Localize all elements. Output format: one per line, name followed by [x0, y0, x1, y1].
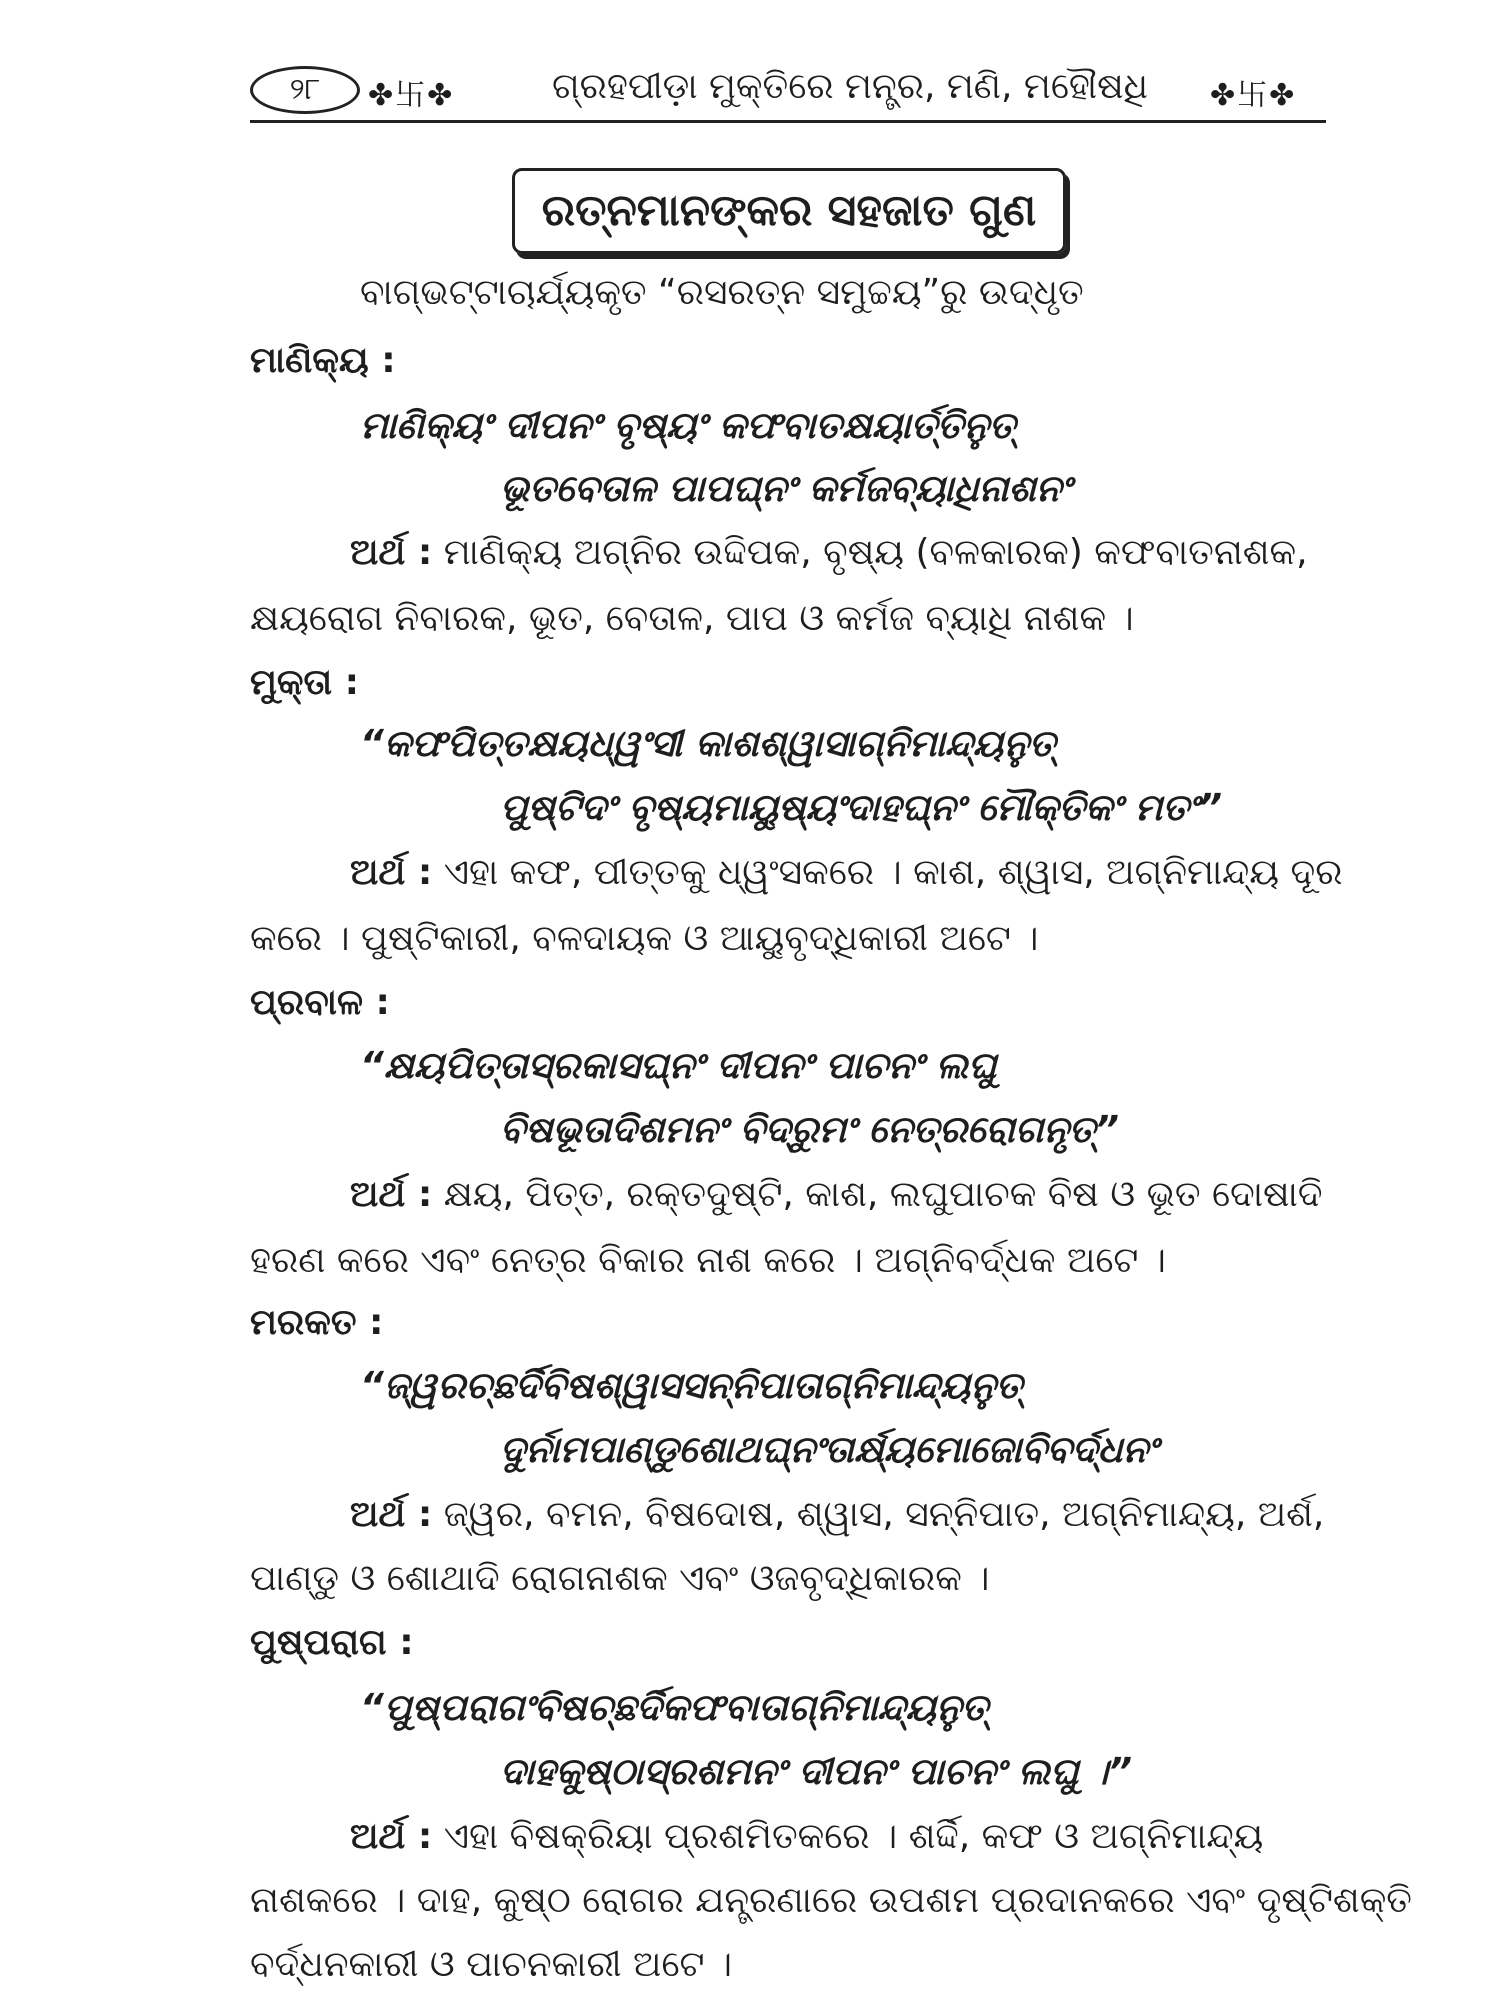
meaning-line: ହରଣ କରେ ଏବଂ ନେତ୍ର ବିକାର ନାଶ କରେ । ଅଗ୍ନିବର୍ଦ୍ଧକ ଅଟେ । [250, 1240, 1167, 1281]
header-rule [250, 120, 1326, 123]
meaning-line [350, 1174, 1323, 1216]
meaning-line: ବର୍ଦ୍ଧନକାରୀ ଓ ପାଚନକାରୀ ଅଟେ । [250, 1944, 733, 1985]
meaning-label: ଅର୍ଥ : [350, 1494, 433, 1535]
gem-heading-mukta: ମୁକ୍ତା : [250, 662, 360, 703]
meaning-label: ଅର୍ଥ : [350, 1816, 433, 1857]
meaning-text: ମାଣିକ୍ୟ ଅଗ୍ନିର ଉଦ୍ଦିପକ, ବୃଷ୍ୟ (ବଳକାରକ) କଫବାତନାଶକ, [443, 532, 1308, 573]
verse-line: ଦାହକୁଷ୍ଠାସ୍ରଶମନଂ ଦୀପନଂ ପାଚନଂ ଲଘୁ ।” [500, 1750, 1133, 1793]
verse-line: ଭୂତବେତାଳ ପାପଘ୍ନଂ କର୍ମଜବ୍ୟାଧିନାଶନଂ [500, 467, 1071, 510]
verse-line: “କ୍ଷୟପିତ୍ତାସ୍ରକାସଘ୍ନଂ ଦୀପନଂ ପାଚନଂ ଲଘୁ [360, 1044, 997, 1087]
gem-heading-prabala: ପ୍ରବାଳ : [250, 982, 390, 1023]
meaning-line [350, 852, 1343, 894]
meaning-line [350, 1494, 1324, 1536]
verse-line: ବିଷଭୂତାଦିଶମନଂ ବିଦ୍ରୁମଂ ନେତ୍ରରୋଗନୃତ୍” [500, 1108, 1119, 1151]
meaning-line [350, 1816, 1263, 1858]
meaning-text: ଜ୍ୱର, ବମନ, ବିଷଦୋଷ, ଶ୍ୱାସ, ସନ୍ନିପାତ, ଅଗ୍ନିମାନ୍ଦ୍ୟ, ଅର୍ଶ, [443, 1494, 1325, 1535]
verse-line: ଦୁର୍ନାମପାଣ୍ଡୁଶୋଥଘ୍ନଂତାର୍କ୍ଷ୍ୟମୋଜୋବିବର୍ଦ୍ଧନଂ [500, 1428, 1158, 1471]
gem-heading-pushparaga: ପୁଷ୍ପରାଗ : [250, 1622, 414, 1663]
source-subtitle: ବାଗ୍‌ଭଟ୍ଟାଚାର୍ଯ୍ୟକୃତ “ରସରତ୍ନ ସମୁଚ୍ଚୟ”ରୁ ଉଦ୍ଧୃତ [360, 272, 1084, 313]
section-title: ରତ୍ନମାନଙ୍କର ସହଜାତ ଗୁଣ [512, 168, 1066, 254]
meaning-label: ଅର୍ଥ : [350, 852, 433, 893]
meaning-line [350, 532, 1308, 574]
meaning-line: କରେ । ପୁଷ୍ଟିକାରୀ, ବଳଦାୟକ ଓ ଆୟୁବୃଦ୍ଧିକାରୀ ଅଟେ । [250, 918, 1039, 959]
meaning-text: ଏହା ବିଷକ୍ରିୟା ପ୍ରଶମିତକରେ । ଶର୍ଦ୍ଦି, କଫ ଓ ଅଗ୍ନିମାନ୍ଦ୍ୟ [443, 1816, 1264, 1857]
meaning-line: କ୍ଷୟରୋଗ ନିବାରକ, ଭୂତ, ବେତାଳ, ପାପ ଓ କର୍ମଜ ବ୍ୟାଧି ନାଶକ । [250, 598, 1134, 639]
verse-line: ପୁଷ୍ଟିଦଂ ବୃଷ୍ୟମାୟୁଷ୍ୟଂଦାହଘ୍ନଂ ମୌକ୍ତିକଂ ମତଂ” [500, 786, 1223, 829]
verse-line: ମାଣିକ୍ୟଂ ଦୀପନଂ ବୃଷ୍ୟଂ କଫବାତକ୍ଷୟାର୍ତ୍ତିନୁତ୍ [360, 404, 1016, 447]
running-title: ଗ୍ରହପୀଡ଼ା ମୁକ୍ତିରେ ମନ୍ତ୍ର, ମଣି, ମହୌଷଧି [551, 66, 1149, 107]
verse-line: “ଜ୍ୱରଚ୍ଛର୍ଦିବିଷଶ୍ୱାସସନ୍ନିପାତାଗ୍ନିମାନ୍ଦ୍ୟନୁତ୍ [360, 1364, 1023, 1407]
gem-heading-marakata: ମରକତ : [250, 1302, 384, 1343]
meaning-line: ପାଣ୍ଡୁ ଓ ଶୋଥାଦି ରୋଗନାଶକ ଏବଂ ଓଜବୃଦ୍ଧିକାରକ । [250, 1558, 990, 1599]
meaning-label: ଅର୍ଥ : [350, 532, 433, 573]
meaning-text: କ୍ଷୟ, ପିତ୍ତ, ରକ୍ତଦୁଷ୍ଟି, କାଶ, ଲଘୁପାଚକ ବିଷ ଓ ଭୂତ ଦୋଷାଦି [443, 1174, 1323, 1215]
meaning-text: ଏହା କଫ, ପୀତ୍ତକୁ ଧ୍ୱଂସକରେ । କାଶ, ଶ୍ୱାସ, ଅଗ୍ନିମାନ୍ଦ୍ୟ ଦୂର [443, 852, 1343, 893]
page-header [250, 60, 1330, 120]
verse-line: “ପୁଷ୍ପରାଗଂବିଷଚ୍ଛର୍ଦିକଫବାତାଗ୍ନିମାନ୍ଦ୍ୟନୁତ୍ [360, 1686, 988, 1729]
page-number: ୨୮ [250, 66, 360, 114]
ornament-right-icon: ✤卐✤ [1210, 78, 1297, 113]
meaning-line: ନାଶକରେ । ଦାହ, କୁଷ୍ଠ ରୋଗର ଯନ୍ତ୍ରଣାରେ ଉପଶମ ପ୍ରଦାନକରେ ଏବଂ ଦୃଷ୍ଟିଶକ୍ତି [250, 1880, 1412, 1921]
ornament-left-icon: ✤卐✤ [368, 78, 455, 113]
meaning-label: ଅର୍ଥ : [350, 1174, 433, 1215]
gem-heading-manikya: ମାଣିକ୍ୟ : [250, 340, 396, 381]
verse-line: “କଫପିତ୍ତକ୍ଷୟଧ୍ୱଂସୀ କାଶଶ୍ୱାସାଗ୍ନିମାନ୍ଦ୍ୟନୁତ୍ [360, 722, 1056, 765]
